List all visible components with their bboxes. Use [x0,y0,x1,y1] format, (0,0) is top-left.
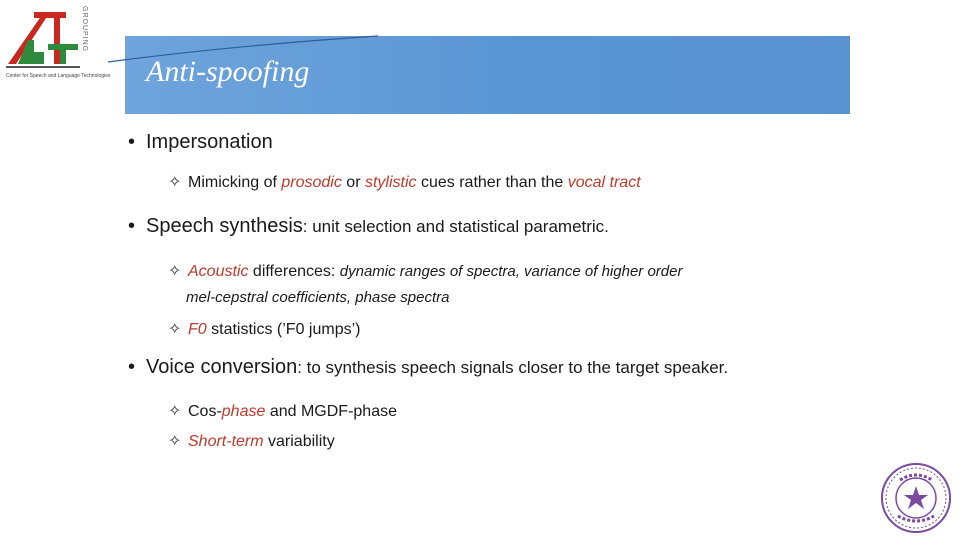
star-outline-icon: ✧ [168,174,182,191]
star-outline-icon: ✧ [168,321,182,338]
sub-bullet-short-term [168,431,335,451]
bullet-detail: : to synthesis speech signals closer to the target speaker. [297,358,729,377]
text: and MGDF-phase [265,403,397,420]
text-emphasis: stylistic [364,174,417,191]
text: Cos- [188,403,222,420]
text-emphasis: prosodic [281,174,342,191]
bullet-label: Voice conversion [146,356,298,378]
bullet-label: Impersonation [146,131,273,153]
bullet-voice-conversion [128,356,728,379]
star-outline-icon: ✧ [168,263,182,280]
text: or [341,174,365,191]
sub-bullet-cos-phase [168,401,397,421]
text: statistics (’F0 jumps’) [206,321,361,338]
text: cues rather than the [416,174,568,191]
sub-bullet-acoustic [168,261,682,281]
text: variability [263,433,335,450]
star-outline-icon: ✧ [168,403,182,420]
star-outline-icon: ✧ [168,433,182,450]
sub-bullet-mimicking [168,172,641,192]
text-emphasis: phase [221,403,266,420]
bullet-dot-icon: • [128,356,136,378]
bullet-speech-synthesis [128,215,609,238]
text-emphasis: Acoustic [188,263,249,280]
logo-vertical-text: GROUPING [81,6,88,53]
logo-caption: Center for Speech and Language Technologies [6,73,111,79]
bullet-impersonation [128,131,273,154]
text: differences: [248,263,340,280]
text: Mimicking of [188,174,282,191]
bullet-label: Speech synthesis [146,215,303,237]
university-seal [880,462,952,534]
bullet-dot-icon: • [128,215,136,237]
text-emphasis: vocal tract [567,174,641,191]
bullet-detail: : unit selection and statistical parametric. [302,217,609,236]
text-emphasis: F0 [188,321,207,338]
bullet-dot-icon: • [128,131,136,153]
slide-title: Anti-spoofing [146,55,310,88]
sub-bullet-f0 [168,319,360,339]
text-italic: dynamic ranges of spectra, variance of higher order [339,263,683,280]
sub-bullet-acoustic-continued: mel-cepstral coefficients, phase spectra [186,289,450,306]
text-emphasis: Short-term [188,433,264,450]
